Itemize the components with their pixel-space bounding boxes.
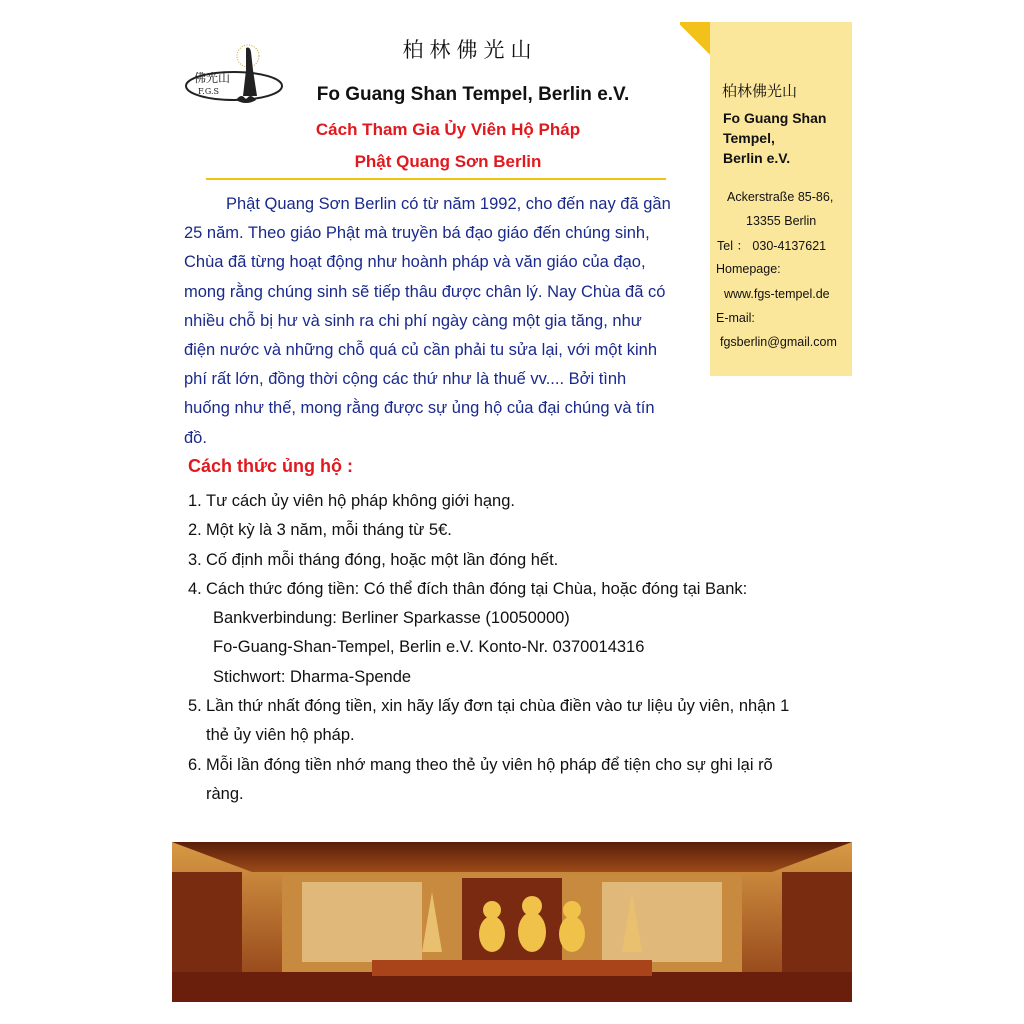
- sidebar-homepage-label: Homepage:: [716, 262, 781, 276]
- heading-divider: [206, 178, 666, 180]
- list-item: 1. Tư cách ủy viên hộ pháp không giới hạng.: [188, 492, 515, 510]
- sidebar-title-chinese: 柏林佛光山: [722, 82, 798, 100]
- sidebar-email-label: E-mail:: [716, 311, 755, 325]
- title-english: Fo Guang Shan Tempel, Berlin e.V.: [316, 84, 630, 105]
- list-item: 4. Cách thức đóng tiền: Có thể đích thân đóng tại Chùa, hoặc đóng tại Bank:: [188, 579, 748, 598]
- title-chinese: 柏林佛光山: [402, 38, 538, 62]
- svg-text:佛光山: 佛光山: [194, 71, 231, 85]
- list-item: 5. Lần thứ nhất đóng tiền, xin hãy lấy đơn tại chùa điền vào tư liệu ủy viên, nhận 1: [188, 697, 790, 716]
- heading-line-2: Phật Quang Sơn Berlin: [354, 152, 542, 171]
- fgs-logo: [184, 42, 286, 112]
- bank-connection: Bankverbindung: Berliner Sparkasse (10050000): [213, 609, 570, 628]
- sidebar-address-city: 13355 Berlin: [746, 214, 817, 228]
- bank-keyword: Stichwort: Dharma-Spende: [213, 667, 412, 686]
- bank-account: Fo-Guang-Shan-Tempel, Berlin e.V. Konto-Nr. 0370014316: [213, 638, 645, 657]
- sidebar-tel: Tel ： 030-4137621: [717, 239, 827, 253]
- heading-line-1: Cách Tham Gia Ủy Viên Hộ Pháp: [315, 120, 581, 139]
- sidebar-temple-name: Fo Guang Shan Tempel, Berlin e.V.: [723, 110, 827, 166]
- list-item: 3. Cố định mỗi tháng đóng, hoặc một lần đóng hết.: [188, 550, 559, 569]
- list-item: 6. Mỗi lần đóng tiền nhớ mang theo thẻ ủy viên hộ pháp để tiện cho sự ghi lại rõ: [188, 755, 773, 774]
- list-item-continuation: thẻ ủy viên hộ pháp.: [206, 726, 355, 745]
- svg-text:F.G.S: F.G.S: [198, 87, 219, 96]
- support-list: [188, 487, 848, 809]
- temple-interior-photo: [172, 842, 852, 1002]
- support-heading: Cách thức ủng hộ :: [188, 456, 354, 476]
- list-item-continuation: ràng.: [206, 784, 244, 803]
- sidebar-email-link[interactable]: fgsberlin@gmail.com: [720, 335, 837, 349]
- list-item: 2. Một kỳ là 3 năm, mỗi tháng từ 5€.: [188, 521, 452, 540]
- sidebar-address-street: Ackerstraße 85-86,: [727, 190, 834, 204]
- sidebar-homepage-link[interactable]: www.fgs-tempel.de: [724, 287, 830, 301]
- corner-fold: [680, 22, 710, 58]
- intro-paragraph: Phật Quang Sơn Berlin có từ năm 1992, cho đến nay đã gần 25 năm. Theo giáo Phật mà truyền bá đạo giáo đến chúng sinh, Chùa đã từng hoạt động như hoành pháp và văn giáo của đạo, mong rằng chúng sinh sẽ tiếp thâu được chân lý. Nay Chùa đã có nhiều chỗ bị hư và sinh ra chi phí ngày càng một gia tăng, như điện nước và những chỗ quá củ cần phải tu sửa lại, với một kinh phí rất lớn, đồng thời cộng các thứ như là thuế vv.... Bởi tình huống như thế, mong rằng được sự ủng hộ của đại chúng và tín đồ.: [184, 195, 671, 447]
